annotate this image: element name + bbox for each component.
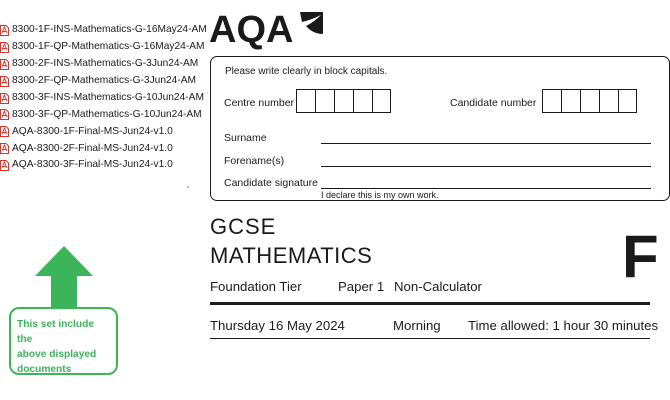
pdf-file-icon <box>0 59 9 70</box>
callout-line: This set include the <box>17 319 94 345</box>
centre-number-label: Centre number <box>224 97 295 109</box>
pdf-file-icon <box>0 93 9 104</box>
file-list <box>0 22 207 174</box>
file-item[interactable] <box>0 22 207 39</box>
file-item[interactable] <box>0 140 200 157</box>
pdf-file-icon <box>0 126 9 137</box>
digit-box[interactable] <box>315 90 334 112</box>
time-allowed: Time allowed: 1 hour 30 minutes <box>468 318 659 333</box>
signature-label: Candidate signature <box>224 177 318 189</box>
digit-box[interactable] <box>561 90 580 112</box>
digit-box[interactable] <box>353 90 372 112</box>
aqa-logo <box>209 8 327 53</box>
digit-box[interactable] <box>542 90 561 112</box>
digit-box[interactable] <box>580 90 599 112</box>
file-name: 8300-3F-QP-Mathematics-G-10Jun24-AM <box>12 108 202 120</box>
up-arrow-icon <box>35 246 93 308</box>
file-name: AQA-8300-3F-Final-MS-Jun24-v1.0 <box>12 159 173 171</box>
digit-box[interactable] <box>334 90 353 112</box>
pdf-file-icon <box>0 109 9 120</box>
tier-letter: F <box>622 223 659 290</box>
tier-label: Foundation Tier <box>210 279 302 294</box>
file-item[interactable] <box>0 39 205 56</box>
scroll-dot <box>187 186 189 188</box>
forenames-label: Forename(s) <box>224 155 285 167</box>
callout-line: documents <box>17 364 72 375</box>
qualification-title: GCSE <box>210 214 277 239</box>
file-name: 8300-1F-QP-Mathematics-G-16May24-AM <box>12 41 205 53</box>
file-name: 8300-2F-QP-Mathematics-G-3Jun24-AM <box>12 75 197 87</box>
divider-thin <box>210 338 650 339</box>
file-item[interactable] <box>0 123 200 140</box>
file-name: 8300-1F-INS-Mathematics-G-16May24-AM <box>12 24 207 36</box>
callout-line: above displayed <box>17 349 97 360</box>
aqa-logo-text: AQA <box>209 9 294 51</box>
forenames-field[interactable] <box>321 166 651 167</box>
pdf-file-icon <box>0 143 9 154</box>
pdf-file-icon <box>0 42 9 53</box>
paper-number: Paper 1 <box>338 279 385 294</box>
surname-field[interactable] <box>321 143 651 144</box>
digit-box[interactable] <box>599 90 618 112</box>
pdf-file-icon <box>0 76 9 87</box>
centre-number-boxes[interactable] <box>296 89 391 113</box>
file-name: 8300-3F-INS-Mathematics-G-10Jun24-AM <box>12 91 204 103</box>
candidate-number-label: Candidate number <box>450 97 537 109</box>
file-item[interactable] <box>0 90 204 107</box>
digit-box[interactable] <box>372 90 391 112</box>
exam-date: Thursday 16 May 2024 <box>210 318 345 333</box>
file-item[interactable] <box>0 106 200 123</box>
file-name: AQA-8300-1F-Final-MS-Jun24-v1.0 <box>12 125 173 137</box>
file-item[interactable] <box>0 73 200 90</box>
pdf-file-icon <box>0 25 9 36</box>
file-item[interactable] <box>0 56 200 73</box>
digit-box[interactable] <box>296 90 315 112</box>
declaration-text: I declare this is my own work. <box>321 190 439 200</box>
set-info-callout <box>9 307 118 375</box>
divider-thick <box>210 302 650 305</box>
signature-field[interactable] <box>321 188 651 189</box>
form-instruction: Please write clearly in block capitals. <box>225 66 388 77</box>
file-item[interactable] <box>0 157 200 174</box>
digit-box[interactable] <box>618 90 637 112</box>
exam-session: Morning <box>393 318 441 333</box>
subject-title: MATHEMATICS <box>210 243 373 268</box>
candidate-details-form <box>210 56 670 201</box>
pdf-file-icon <box>0 160 9 171</box>
aqa-logo-mark <box>209 8 327 51</box>
paper-type: Non-Calculator <box>394 279 482 294</box>
file-name: 8300-2F-INS-Mathematics-G-3Jun24-AM <box>12 58 199 70</box>
file-name: AQA-8300-2F-Final-MS-Jun24-v1.0 <box>12 142 173 154</box>
surname-label: Surname <box>224 132 267 144</box>
candidate-number-boxes[interactable] <box>542 89 637 113</box>
